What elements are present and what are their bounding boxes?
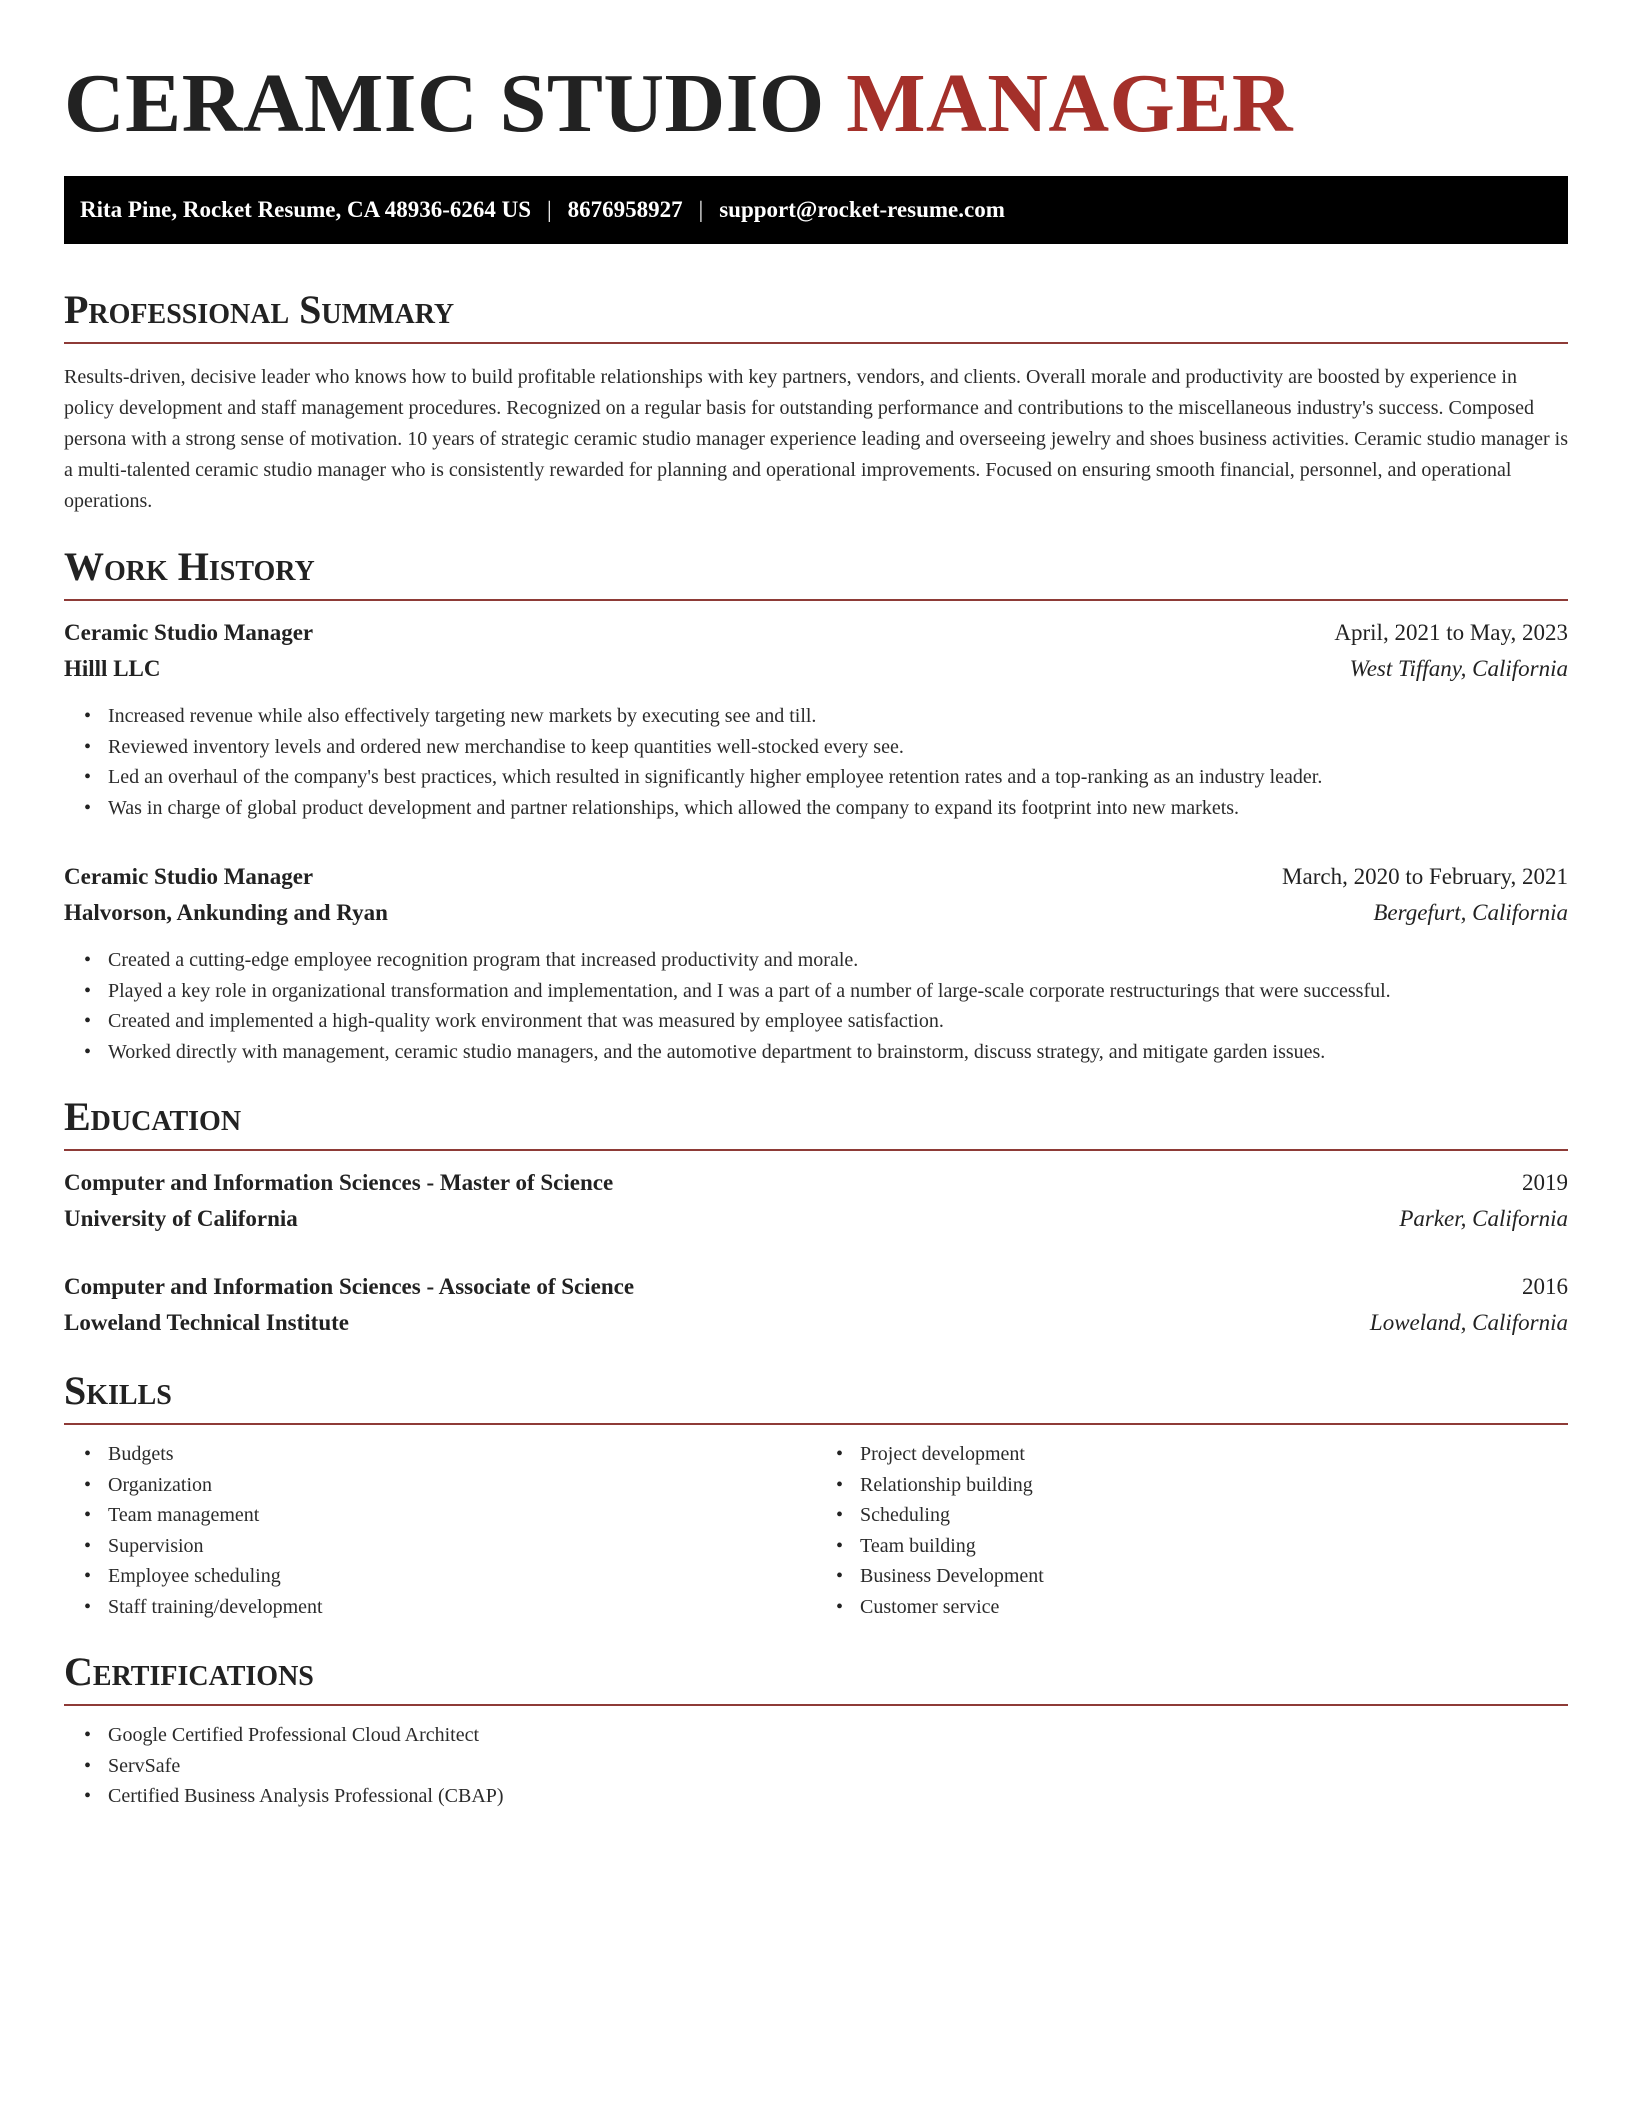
job-bullets — [64, 945, 1568, 1067]
contact-bar — [64, 176, 1568, 244]
skill-item: • Staff training/development — [84, 1592, 816, 1623]
education-school: Loweland Technical Institute — [64, 1310, 349, 1335]
education-year: 2016 — [1522, 1274, 1568, 1299]
section-divider — [64, 599, 1568, 601]
job-company: Hilll LLC — [64, 656, 161, 681]
contact-separator: | — [547, 197, 552, 222]
work-section — [64, 543, 1568, 1067]
job-company: Halvorson, Ankunding and Ryan — [64, 900, 388, 925]
job-company-row — [64, 895, 1568, 931]
list-item: • Created and implemented a high-quality work environment that was measured by employee satisfaction. — [84, 1006, 1568, 1037]
job-title: Ceramic Studio Manager — [64, 620, 314, 645]
education-heading: Education — [64, 1094, 242, 1139]
list-item: • Worked directly with management, ceramic studio managers, and the automotive department to brainstorm, discuss strategy, and mitigate garden issues. — [84, 1037, 1568, 1068]
skills-grid — [64, 1439, 1568, 1622]
education-school-row — [64, 1305, 1568, 1341]
certification-item: • Google Certified Professional Cloud Architect — [84, 1720, 1568, 1751]
job-entry — [64, 615, 1568, 823]
education-degree: Computer and Information Sciences - Master of Science — [64, 1170, 614, 1195]
summary-heading: Professional Summary — [64, 287, 455, 332]
job-entry — [64, 859, 1568, 1067]
certifications-list — [64, 1720, 1568, 1812]
skills-section — [64, 1367, 1568, 1622]
certifications-heading: Certifications — [64, 1649, 314, 1694]
section-divider — [64, 1704, 1568, 1706]
education-location: Parker, California — [1399, 1206, 1568, 1231]
education-header — [64, 1269, 1568, 1305]
skills-list-left — [64, 1439, 816, 1622]
list-item: • Created a cutting-edge employee recognition program that increased productivity and morale. — [84, 945, 1568, 976]
resume-page — [64, 0, 1568, 1812]
education-year: 2019 — [1522, 1170, 1568, 1195]
education-school-row — [64, 1201, 1568, 1237]
section-divider — [64, 342, 1568, 344]
job-bullets — [64, 701, 1568, 823]
list-item: • Led an overhaul of the company's best practices, which resulted in significantly higher employee retention rates and a top-ranking as an industry leader. — [84, 762, 1568, 793]
contact-phone[interactable]: 8676958927 — [567, 197, 683, 222]
work-heading: Work History — [64, 544, 315, 589]
section-divider — [64, 1423, 1568, 1425]
summary-text: Results-driven, decisive leader who knows how to build profitable relationships with key partners, vendors, and clients. Overall morale and productivity are boosted by experience in policy development and staff management procedures. Recognized on a regular basis for outstanding performance and contributions to the miscellaneous industry's success. Composed persona with a strong sense of motivation. 10 years of strategic ceramic studio manager experience leading and overseeing jewelry and shoes business activities. Ceramic studio manager is a multi-talented ceramic studio manager who is consistently rewarded for planning and operational improvements. Focused on ensuring smooth financial, personnel, and operational operations. — [64, 366, 1568, 512]
skill-item: • Organization — [84, 1470, 816, 1501]
job-dates: March, 2020 to February, 2021 — [1282, 864, 1568, 889]
contact-address: Rita Pine, Rocket Resume, CA 48936-6264 US — [80, 197, 532, 222]
list-item: • Was in charge of global product development and partner relationships, which allowed the company to expand its footprint into new markets. — [84, 793, 1568, 824]
contact-separator: | — [698, 197, 704, 222]
skill-item: • Relationship building — [836, 1470, 1568, 1501]
job-company-row — [64, 651, 1568, 687]
certification-item: • Certified Business Analysis Professional (CBAP) — [84, 1781, 1568, 1812]
skills-heading: Skills — [64, 1368, 172, 1413]
section-divider — [64, 1149, 1568, 1151]
skill-item: • Business Development — [836, 1561, 1568, 1592]
skill-item: • Scheduling — [836, 1500, 1568, 1531]
skills-list-right — [816, 1439, 1568, 1622]
job-header — [64, 859, 1568, 895]
education-entry — [64, 1165, 1568, 1237]
contact-email[interactable]: support@rocket-resume.com — [719, 197, 1005, 222]
job-dates: April, 2021 to May, 2023 — [1334, 620, 1568, 645]
skill-item: • Supervision — [84, 1531, 816, 1562]
education-location: Loweland, California — [1369, 1310, 1568, 1335]
skill-item: • Project development — [836, 1439, 1568, 1470]
certifications-section — [64, 1648, 1568, 1812]
job-location: Bergefurt, California — [1373, 900, 1568, 925]
skill-item: • Employee scheduling — [84, 1561, 816, 1592]
summary-section — [64, 286, 1568, 517]
education-entry — [64, 1269, 1568, 1341]
skill-item: • Customer service — [836, 1592, 1568, 1623]
skill-item: • Team building — [836, 1531, 1568, 1562]
education-degree: Computer and Information Sciences - Associate of Science — [64, 1274, 635, 1299]
list-item: • Increased revenue while also effectively targeting new markets by executing see and till. — [84, 701, 1568, 732]
skill-item: • Team management — [84, 1500, 816, 1531]
job-header — [64, 615, 1568, 651]
job-title: Ceramic Studio Manager — [64, 864, 314, 889]
education-school: University of California — [64, 1206, 298, 1231]
education-header — [64, 1165, 1568, 1201]
title-main: CERAMIC STUDIO — [64, 57, 825, 150]
resume-title — [64, 0, 1568, 150]
title-accent: MANAGER — [846, 57, 1294, 150]
list-item: • Reviewed inventory levels and ordered new merchandise to keep quantities well-stocked every see. — [84, 732, 1568, 763]
certification-item: • ServSafe — [84, 1751, 1568, 1782]
job-location: West Tiffany, California — [1349, 656, 1568, 681]
list-item: • Played a key role in organizational transformation and implementation, and I was a part of a number of large-scale corporate restructurings that were successful. — [84, 976, 1568, 1007]
skill-item: • Budgets — [84, 1439, 816, 1470]
education-section — [64, 1093, 1568, 1341]
